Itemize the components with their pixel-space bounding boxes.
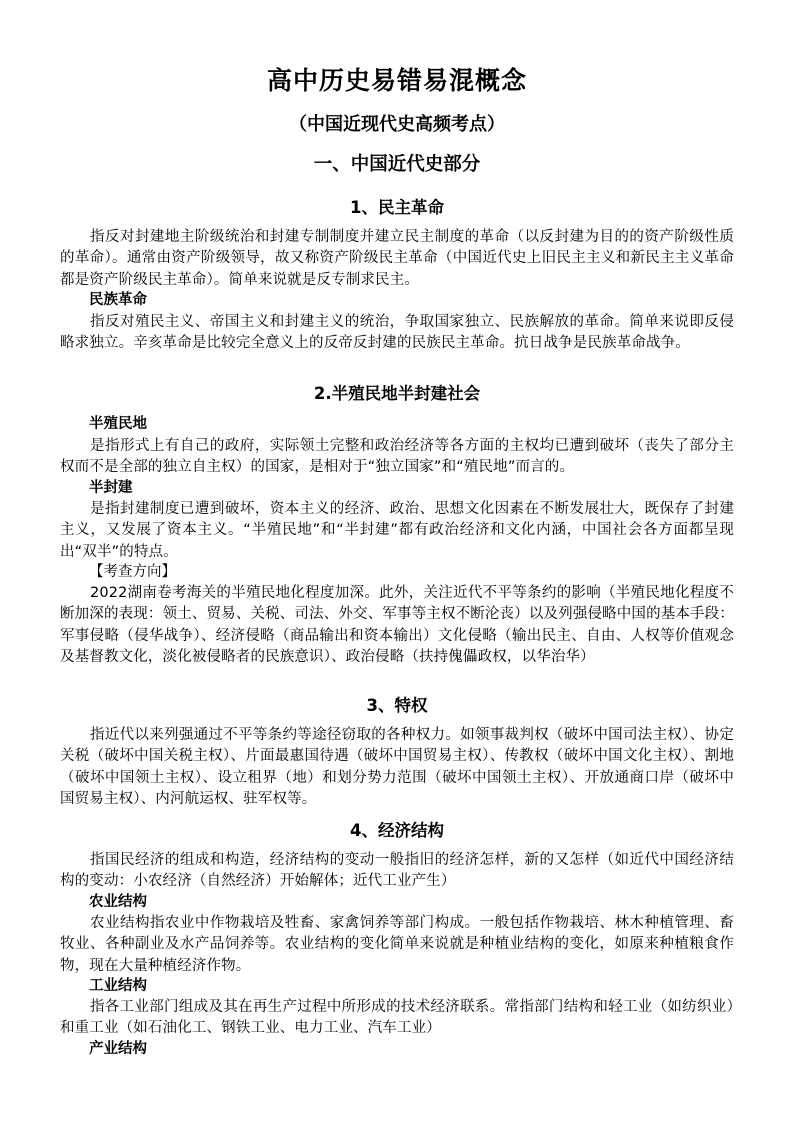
agricultural-structure-paragraph: 农业结构指农业中作物栽培及牲畜、家禽饲养等部门构成。一般包括作物栽培、林木种植管理、畜牧业、各种副业及水产品饲养等。农业结构的变化简单来说就是种植业结构的变化，如原来种植粮食作物，现在大量种植经济作物。 <box>60 915 734 974</box>
part-title: 一、中国近代史部分 <box>313 154 481 175</box>
page-subtitle: （中国近现代史高频考点） <box>289 114 505 135</box>
section-heading-economic-structure: 4、经济结构 <box>350 821 444 840</box>
privileges-paragraph: 指近代以来列强通过不平等条约等途径窃取的各种权力。如领事裁判权（破坏中国司法主权）、协定关税（破坏中国关税主权）、片面最惠国待遇（破坏中国贸易主权）、传教权（破坏中国文化主权）、割地（破坏中国领土主权）、设立租界（地）和划分势力范围（破坏中国领土主权）、开放通商口岸（破坏中国贸易主权）、内河航运权、驻军权等。 <box>60 727 734 808</box>
section-heading-privileges: 3、特权 <box>366 696 428 715</box>
national-revolution-subheading: 民族革命 <box>89 292 147 308</box>
agricultural-structure-subheading: 农业结构 <box>89 894 147 910</box>
semi-colonial-paragraph: 是指形式上有自己的政府，实际领土完整和政治经济等各方面的主权均已遭到破坏（丧失了部分主权而不是全部的独立自主权）的国家，是相对于“独立国家”和“殖民地”而言的。 <box>60 438 734 476</box>
industrial-structure-subheading: 工业结构 <box>89 978 147 994</box>
semi-feudal-subheading: 半封建 <box>89 480 133 496</box>
semi-colonial-subheading: 半殖民地 <box>89 416 147 432</box>
exam-direction-paragraph: 2022湖南卷考海关的半殖民地化程度加深。此外，关注近代不平等条约的影响（半殖民地化程度不断加深的表现：领土、贸易、关税、司法、外交、军事等主权不断沦丧）以及列强侵略中国的基本手段：军事侵略（侵华战争）、经济侵略（商品输出和资本输出）文化侵略（输出民主、自由、人权等价值观念及基督教文化，淡化被侵略者的民族意识）、政治侵略（扶持傀儡政权，以华治华） <box>60 585 734 666</box>
semi-feudal-paragraph: 是指封建制度已遭到破坏，资本主义的经济、政治、思想文化因素在不断发展壮大，既保存了封建主义，又发展了资本主义。“半殖民地”和“半封建”都有政治经济和文化内涵，中国社会各方面都呈现出“双半”的特点。 <box>60 501 734 560</box>
industry-structure-subheading: 产业结构 <box>89 1041 147 1057</box>
page-title: 高中历史易错易混概念 <box>266 66 527 95</box>
industrial-structure-paragraph: 指各工业部门组成及其在再生产过程中所形成的技术经济联系。常指部门结构和轻工业（如纺织业）和重工业（如石油化工、钢铁工业、电力工业、汽车工业） <box>60 999 734 1037</box>
exam-direction-tag: 【考查方向】 <box>89 564 176 580</box>
section-heading-semi-colonial-society: 2.半殖民地半封建社会 <box>313 384 481 403</box>
section-heading-democratic-revolution: 1、民主革命 <box>350 198 444 217</box>
democratic-revolution-paragraph: 指反对封建地主阶级统治和封建专制制度并建立民主制度的革命（以反封建为目的的资产阶级性质的革命）。通常由资产阶级领导，故又称资产阶级民主革命（中国近代史上旧民主主义和新民主主义革命都是资产阶级民主革命）。简单来说就是反专制求民主。 <box>60 229 734 288</box>
national-revolution-paragraph: 指反对殖民主义、帝国主义和封建主义的统治，争取国家独立、民族解放的革命。简单来说即反侵略求独立。辛亥革命是比较完全意义上的反帝反封建的民族民主革命。抗日战争是民族革命战争。 <box>60 314 734 352</box>
economic-structure-paragraph: 指国民经济的组成和构造，经济结构的变动一般指旧的经济怎样，新的又怎样（如近代中国经济结构的变动：小农经济（自然经济）开始解体；近代工业产生） <box>60 852 734 890</box>
